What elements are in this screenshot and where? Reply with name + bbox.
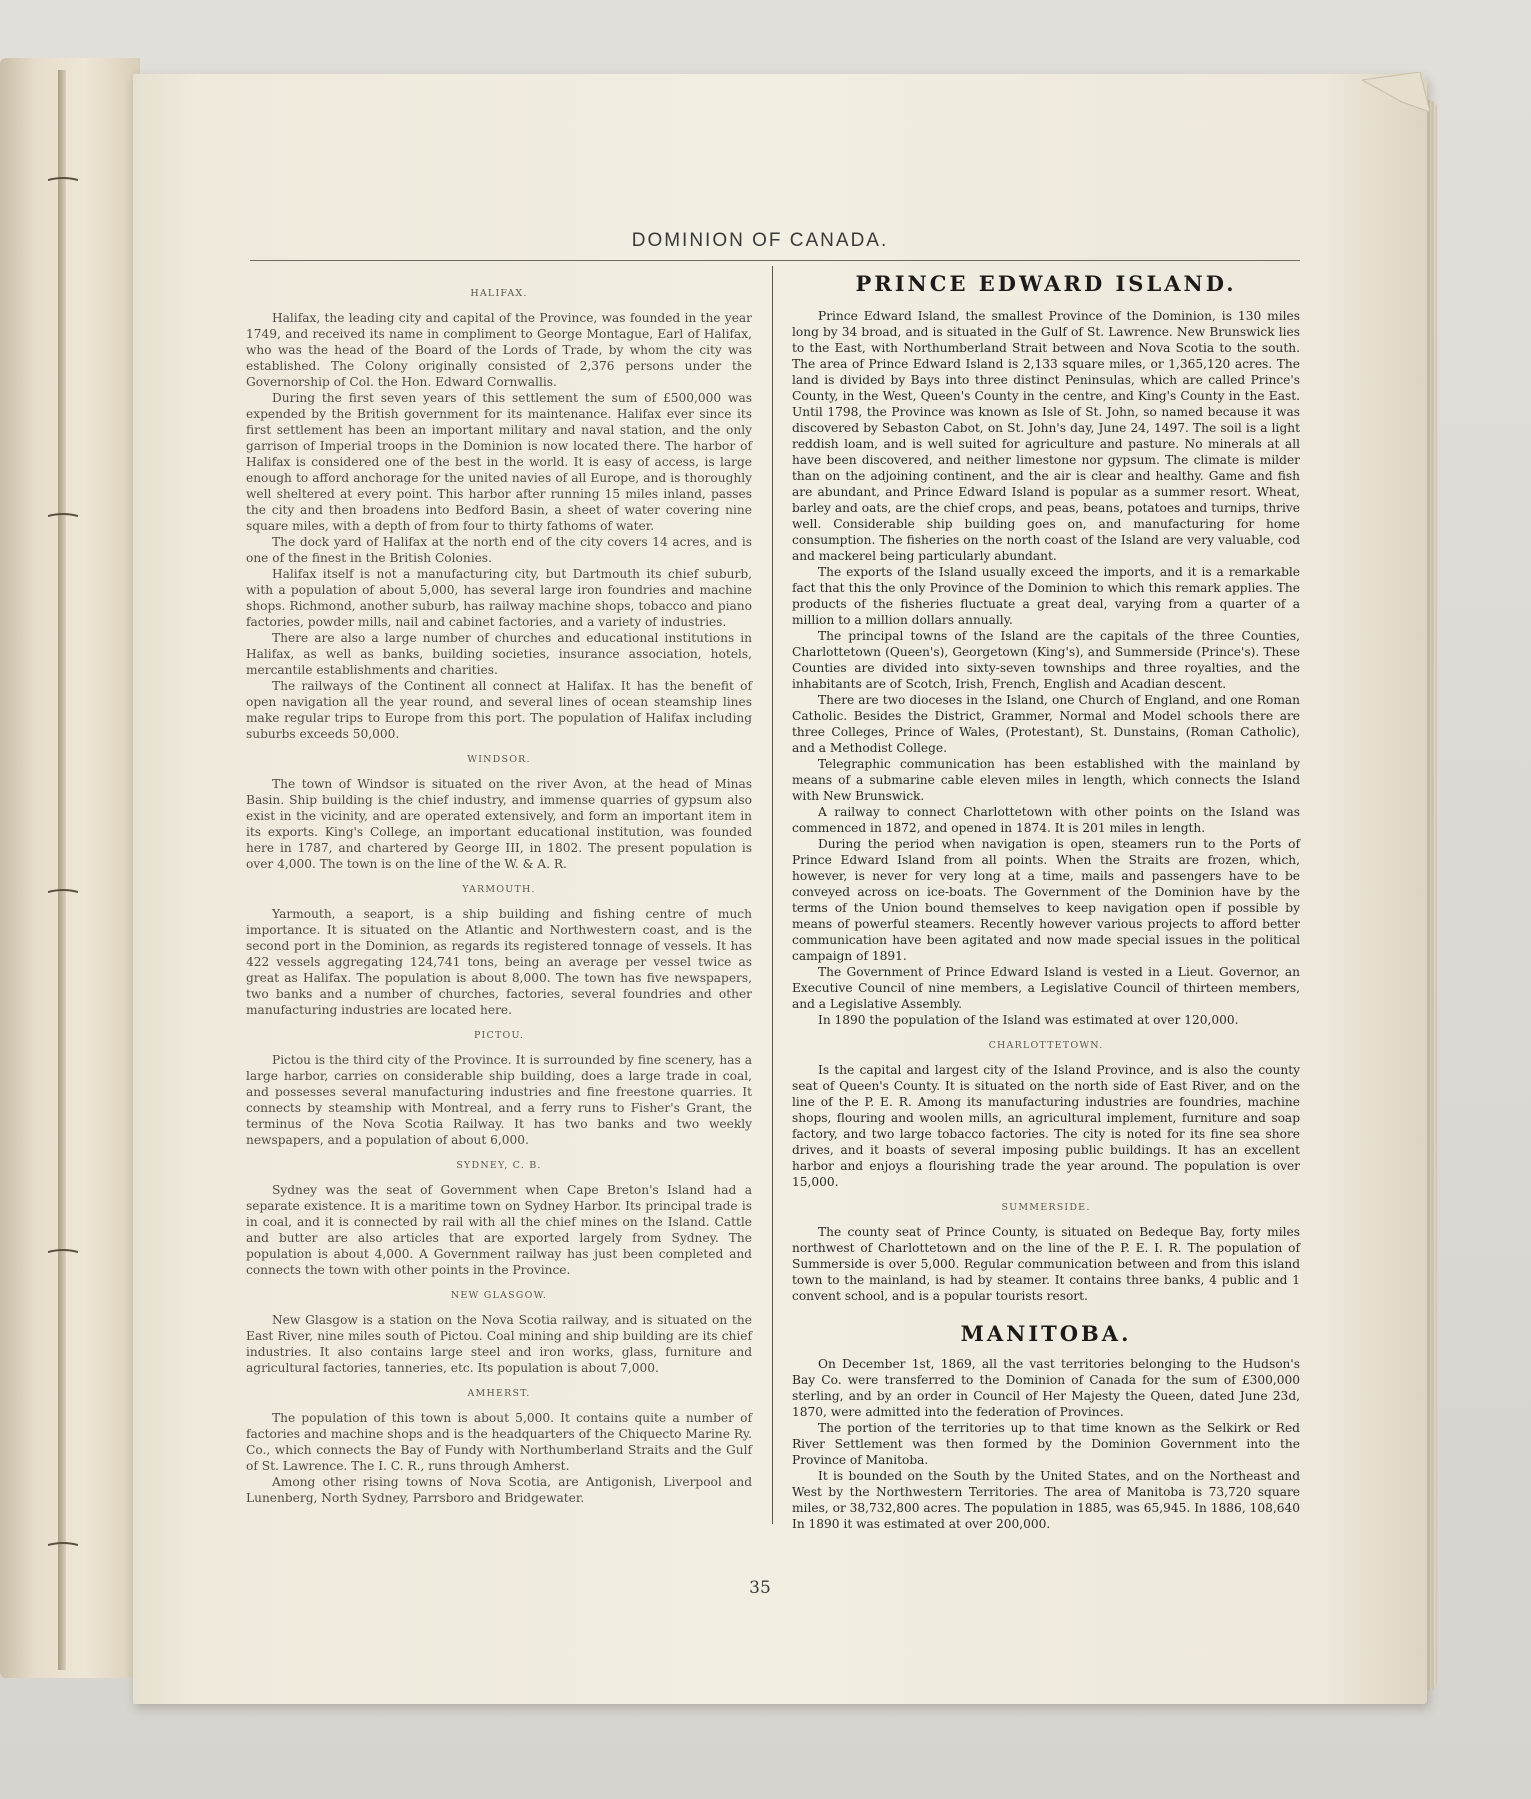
paragraph: The portion of the territories up to that time known as the Selkirk or Red River Settlement was then formed by the Dominion Government into the Province of Manitoba.: [792, 1421, 1300, 1467]
paragraph: A railway to connect Charlottetown with other points on the Island was commenced in 1872, and opened in 1874. It is 201 miles in length.: [792, 805, 1300, 835]
running-head: DOMINION OF CANADA.: [631, 230, 889, 251]
section-subheading: YARMOUTH.: [462, 884, 536, 895]
folded-corner: [1362, 72, 1432, 132]
paragraph: Prince Edward Island, the smallest Province of the Dominion, is 130 miles long by 34 broad, and is situated in the Gulf of St. Lawrence. New Brunswick lies to the East, with Northumberland Strait between and Nova Scotia to the south. The area of Prince Edward Island is 2,133 square miles, or 1,365,120 acres. The land is divided by Bays into three distinct Peninsulas, which are called Prince's County, in the West, Queen's County in the centre, and King's County in the East. Until 1798, the Province was known as Isle of St. John, so named because it was discovered by Sebaston Cabot, on St. John's day, June 24, 1497. The soil is a light reddish loam, and is well suited for agriculture and pasture. No minerals at all have been discovered, and neither limestone nor gypsum. The climate is milder than on the adjoining continent, and the air is clear and healthy. Game and fish are abundant, and Prince Edward Island is popular as a summer resort. Wheat, barley and oats, are the chief crops, and peas, beans, potatoes and turnips, thrive well. Considerable ship building goes on, and manufacturing for home consumption. The fisheries on the north coast of the Island are very valuable, cod and mackerel being particularly abundant.: [792, 309, 1300, 563]
column-divider: [772, 266, 773, 1524]
binding-stitch: [48, 512, 78, 520]
binding-stitch: [48, 1248, 78, 1256]
left-column: [246, 276, 752, 1506]
section-subheading: HALIFAX.: [470, 288, 528, 299]
header-rule: [250, 260, 1300, 261]
spine-edge: [58, 70, 66, 1670]
paragraph: The town of Windsor is situated on the river Avon, at the head of Minas Basin. Ship building is the chief industry, and immense quarries of gypsum also exist in the vicinity, and are operated extensively, and form an important item in its exports. King's College, an important educational institution, was founded here in 1787, and chartered by George III, in 1802. The present population is over 4,000. The town is on the line of the W. & A. R.: [246, 777, 752, 871]
section-heading: PRINCE EDWARD ISLAND.: [855, 271, 1237, 296]
paragraph: During the first seven years of this settlement the sum of £500,000 was expended by the British government for its maintenance. Halifax ever since its first settlement has been an important military and naval station, and the only garrison of Imperial troops in the Dominion is now located there. The harbor of Halifax is considered one of the best in the world. It is easy of access, is large enough to afford anchorage for the united navies of all Europe, and is thoroughly well sheltered at every point. This harbor after running 15 miles inland, passes the city and then broadens into Bedford Basin, a sheet of water covering nine square miles, with a depth of from four to thirty fathoms of water.: [246, 391, 752, 533]
paragraph: There are two dioceses in the Island, one Church of England, and one Roman Catholic. Besides the District, Grammer, Normal and Model schools there are three Colleges, Prince of Wales, (Protestant), St. Dunstains, (Roman Catholic), and a Methodist College.: [792, 693, 1300, 755]
paragraph: Is the capital and largest city of the Island Province, and is also the county seat of Queen's County. It is situated on the north side of East River, and on the line of the P. E. R. Among its manufacturing industries are foundries, machine shops, flouring and woolen mills, an agricultural implement, furniture and soap factory, and two large tobacco factories. The city is noted for its fine sea shore drives, and it boasts of several imposing public buildings. It has an excellent harbor and enjoys a flourishing trade the year around. The population is over 15,000.: [792, 1063, 1300, 1189]
paragraph: In 1890 the population of the Island was estimated at over 120,000.: [818, 1013, 1239, 1027]
paragraph: The exports of the Island usually exceed the imports, and it is a remarkable fact that this the only Province of the Dominion to which this remark applies. The products of the fisheries fluctuate a great deal, varying from a quarter of a million to a million dollars annually.: [792, 565, 1300, 627]
paragraph: Among other rising towns of Nova Scotia, are Antigonish, Liverpool and Lunenberg, North Sydney, Parrsboro and Bridgewater.: [246, 1475, 752, 1505]
paragraph: Yarmouth, a seaport, is a ship building and fishing centre of much importance. It is situated on the Atlantic and Northwestern coast, and is the second port in the Dominion, as regards its registered tonnage of vessels. It has 422 vessels aggregating 124,741 tons, being an average per vessel twice as great as Halifax. The population is about 8,000. The town has five newspapers, two banks and a number of churches, factories, several foundries and other manufacturing industries are located here.: [246, 907, 752, 1017]
section-subheading: PICTOU.: [473, 1030, 525, 1041]
paragraph: The county seat of Prince County, is situated on Bedeque Bay, forty miles northwest of Charlottetown and on the line of the P. E. I. R. The population of Summerside is over 5,000. Regular communication between and from this island town to the mainland, is had by steamer. It contains three banks, 4 public and 1 convent school, and is a popular tourists resort.: [792, 1225, 1300, 1303]
binding-stitch: [48, 888, 78, 896]
section-subheading: NEW GLASGOW.: [450, 1290, 548, 1301]
paragraph: It is bounded on the South by the United States, and on the Northeast and West by the Northwestern Territories. The area of Manitoba is 73,720 square miles, or 38,732,800 acres. The population in 1885, was 65,945. In 1886, 108,640 In 1890 it was estimated at over 200,000.: [792, 1469, 1300, 1531]
paragraph: On December 1st, 1869, all the vast territories belonging to the Hudson's Bay Co. were transferred to the Dominion of Canada for the sum of £300,000 sterling, and by an order in Council of Her Majesty the Queen, dated June 23d, 1870, were admitted into the federation of Provinces.: [792, 1357, 1300, 1419]
section-subheading: WINDSOR.: [467, 754, 531, 765]
paragraph: The principal towns of the Island are the capitals of the three Counties, Charlottetown (Queen's), Georgetown (King's), and Summerside (Prince's). These Counties are divided into sixty-seven townships and three royalties, and the inhabitants are of Scotch, Irish, French, English and Acadian descent.: [792, 629, 1300, 691]
paragraph: Halifax, the leading city and capital of the Province, was founded in the year 1749, and received its name in compliment to George Montague, Earl of Halifax, who was the head of the Board of the Lords of Trade, by whom the city was established. The Colony originally consisted of 2,376 persons under the Governorship of Col. the Hon. Edward Cornwallis.: [246, 311, 752, 389]
paragraph: The Government of Prince Edward Island is vested in a Lieut. Governor, an Executive Council of nine members, a Legislative Council of thirteen members, and a Legislative Assembly.: [792, 965, 1300, 1011]
paragraph: Pictou is the third city of the Province. It is surrounded by fine scenery, has a large harbor, carries on considerable ship building, does a large trade in coal, and possesses several manufacturing industries and fine freestone quarries. It connects by steamship with Montreal, and a ferry runs to Fisher's Grant, the terminus of the Nova Scotia Railway. It has two banks and two weekly newspapers, and a population of about 6,000.: [246, 1053, 752, 1147]
paragraph: Halifax itself is not a manufacturing city, but Dartmouth its chief suburb, with a population of about 5,000, has several large iron foundries and machine shops. Richmond, another suburb, has railway machine shops, tobacco and piano factories, powder mills, nail and cabinet factories, and a variety of industries.: [246, 567, 752, 629]
section-subheading: SUMMERSIDE.: [1001, 1202, 1091, 1213]
paragraph: Telegraphic communication has been established with the mainland by means of a submarine cable eleven miles in length, which connects the Island with New Brunswick.: [792, 757, 1300, 803]
binding-stitch: [48, 1541, 78, 1549]
paragraph: There are also a large number of churches and educational institutions in Halifax, as well as banks, building societies, insurance association, hotels, mercantile establishments and charities.: [246, 631, 752, 677]
section-subheading: SYDNEY, C. B.: [456, 1160, 542, 1171]
paragraph: The dock yard of Halifax at the north end of the city covers 14 acres, and is one of the finest in the British Colonies.: [246, 535, 752, 565]
page-number: 35: [749, 1578, 771, 1598]
right-column: [792, 271, 1300, 1532]
paragraph: Sydney was the seat of Government when Cape Breton's Island had a separate existence. It is a maritime town on Sydney Harbor. Its principal trade is in coal, and it is connected by rail with all the chief mines on the Island. Cattle and butter are also articles that are exported largely from Sydney. The population is about 4,000. A Government railway has just been completed and connects the town with other points in the Province.: [246, 1183, 752, 1277]
binding-stitch: [48, 176, 78, 184]
paragraph: The population of this town is about 5,000. It contains quite a number of factories and machine shops and is the headquarters of the Chiquecto Marine Ry. Co., which connects the Bay of Fundy with Northumberland Straits and the Gulf of St. Lawrence. The I. C. R., runs through Amherst.: [246, 1411, 752, 1473]
paragraph: The railways of the Continent all connect at Halifax. It has the benefit of open navigation all the year round, and several lines of ocean steamship lines make regular trips to Europe from this port. The population of Halifax including suburbs exceeds 50,000.: [246, 679, 752, 741]
paragraph: New Glasgow is a station on the Nova Scotia railway, and is situated on the East River, nine miles south of Pictou. Coal mining and ship building are its chief industries. It also contains large steel and iron works, glass, furniture and agricultural factories, tanneries, etc. Its population is about 7,000.: [246, 1313, 752, 1375]
section-heading: MANITOBA.: [960, 1321, 1132, 1346]
section-subheading: AMHERST.: [467, 1388, 531, 1399]
section-subheading: CHARLOTTETOWN.: [988, 1040, 1104, 1051]
book-binding: [0, 58, 140, 1678]
paragraph: During the period when navigation is open, steamers run to the Ports of Prince Edward Island from all points. When the Straits are frozen, which, however, is never for very long at a time, mails and passengers have to be conveyed across on ice-boats. The Government of the Dominion have by the terms of the Union bound themselves to keep navigation open if possible by means of powerful steamers. Recently however various projects to afford better communication have been agitated and now made special issues in the political campaign of 1891.: [792, 837, 1300, 963]
